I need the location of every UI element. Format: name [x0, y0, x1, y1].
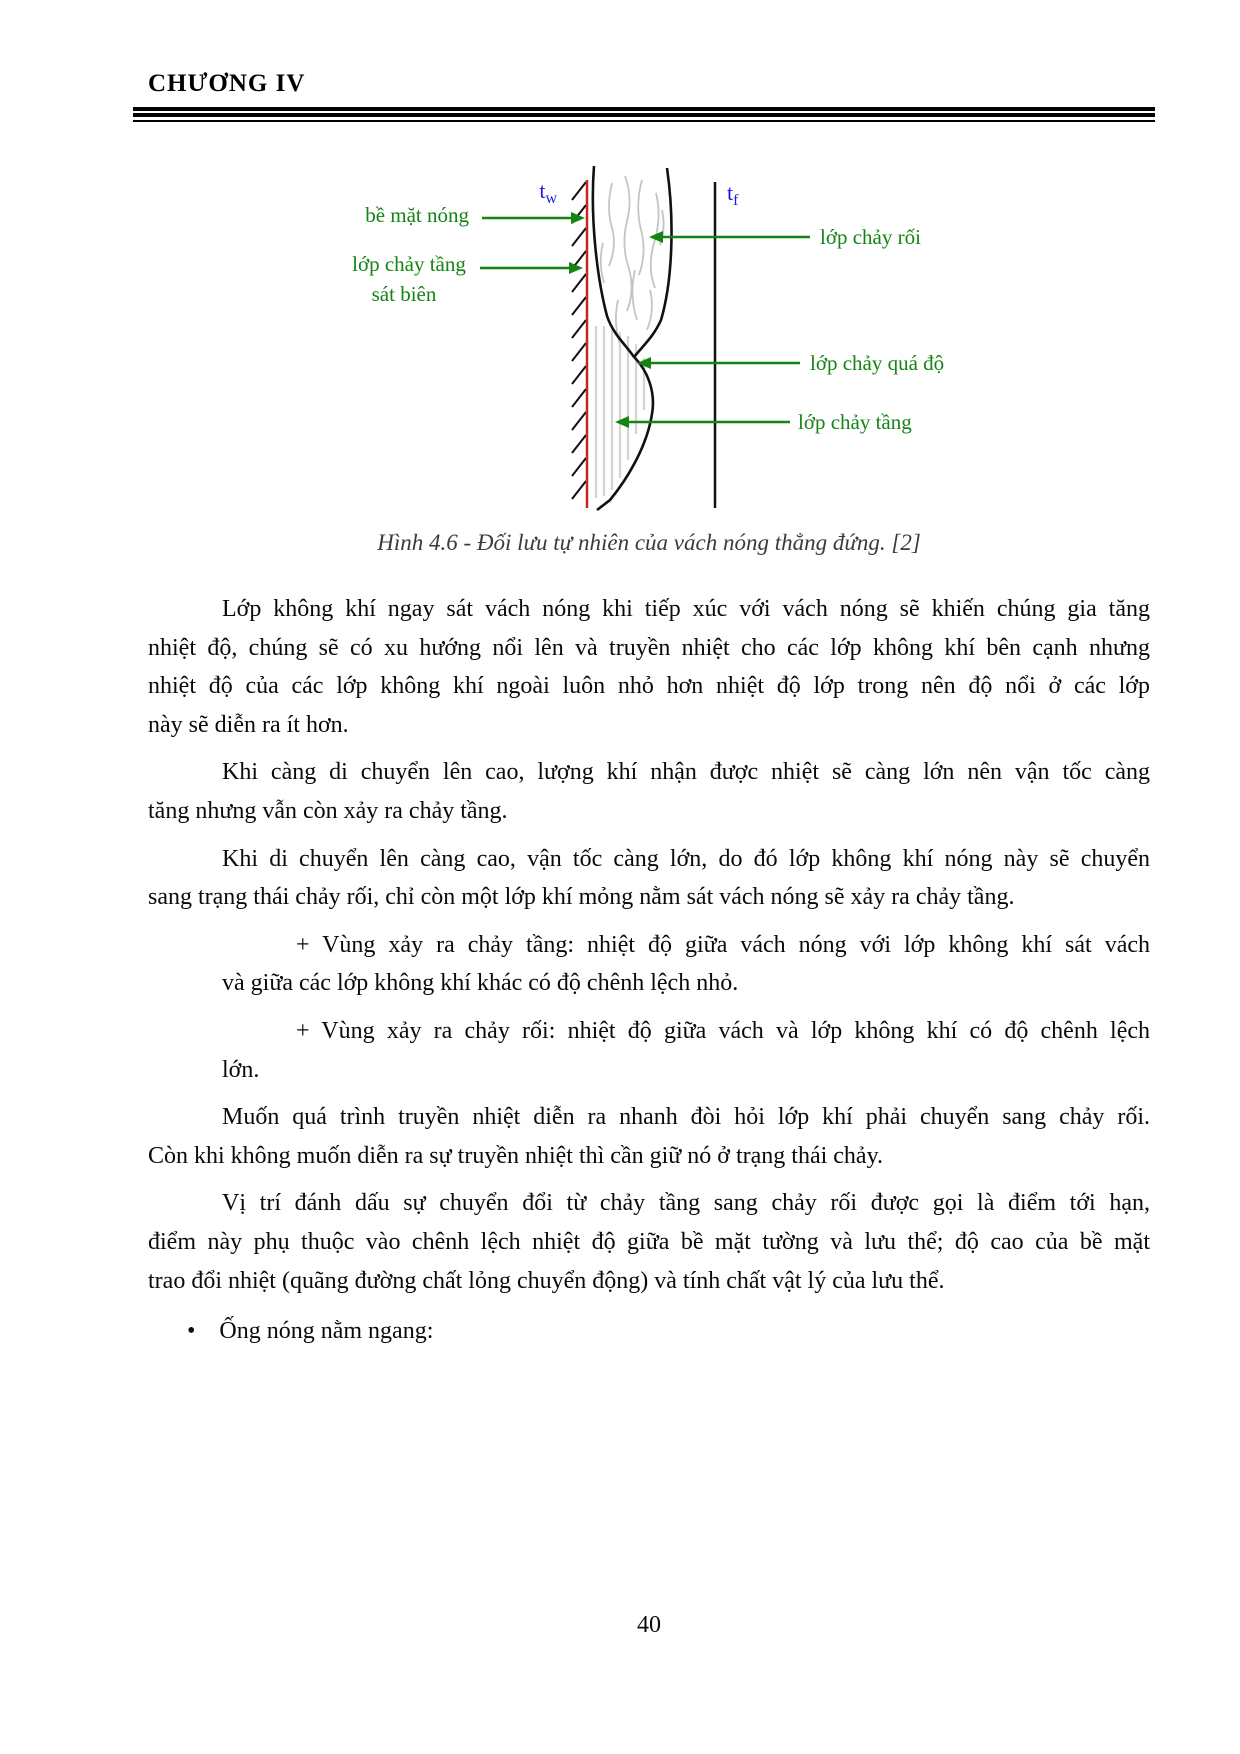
turbulent-layer-label: lớp chảy rối — [820, 225, 921, 249]
turbulence-squiggle — [647, 290, 652, 330]
header-rule-bottom — [133, 120, 1155, 122]
fluid-temp-label: $t_f$ — [727, 180, 739, 209]
body-text — [148, 590, 1150, 1351]
paragraph: Vị trí đánh dấu sự chuyển đổi từ chảy tầng sang chảy rối được gọi là điểm tới hạn, điểm này phụ thuộc vào chênh lệch nhiệt độ giữa bề mặt tường và lưu thể; độ cao của bề mặt trao đổi nhiệt (quãng đường chất lỏng chuyển động) và tính chất vật lý của lưu thể. — [148, 1190, 1150, 1294]
boundary-layer-left-curve — [593, 166, 634, 357]
laminar-layer-label: lớp chảy tầng — [798, 410, 912, 434]
turbulence-squiggle — [638, 180, 643, 275]
paragraph-plus-item: + Vùng xảy ra chảy tầng: nhiệt độ giữa vách nóng với lớp không khí sát vách và giữa các lớp không khí khác có độ chênh lệch nhỏ. — [222, 931, 1150, 997]
header-rule-top — [133, 107, 1155, 111]
paragraph: Lớp không khí ngay sát vách nóng khi tiếp xúc với vách nóng sẽ khiến chúng gia tăng nhiệt độ, chúng sẽ có xu hướng nổi lên và truyền nhiệt cho các lớp không khí bên cạnh nhưng nhiệt độ của các lớp không khí ngoài luôn nhỏ hơn nhiệt độ lớp trong nên độ nổi ở các lớp này sẽ diễn ra ít hơn. — [148, 596, 1150, 738]
paragraph-plus-item: + Vùng xảy ra chảy rối: nhiệt độ giữa vách và lớp không khí có độ chênh lệch lớn. — [222, 1017, 1150, 1083]
turbulence-squiggle — [632, 270, 637, 320]
wall-temp-label: $t_w$ — [539, 178, 557, 207]
paragraph: Khi càng di chuyển lên cao, lượng khí nhận được nhiệt sẽ càng lớn nên vận tốc càng tăng nhưng vẫn còn xảy ra chảy tầng. — [148, 759, 1150, 824]
laminar-layer-arrowhead — [615, 416, 629, 428]
bullet-list-item — [187, 1312, 1150, 1351]
wall-hatching — [572, 182, 586, 499]
figure-caption: Hình 4.6 - Đối lưu tự nhiên của vách nóng thẳng đứng. [2] — [377, 530, 921, 555]
chapter-heading: CHƯƠNG IV — [148, 70, 306, 97]
paragraph: Khi di chuyển lên càng cao, vận tốc càng lớn, do đó lớp không khí nóng này sẽ chuyển sang trạng thái chảy rối, chỉ còn một lớp khí mỏng nằm sát vách nóng sẽ xảy ra chảy tầng. — [148, 845, 1150, 911]
paragraph: Muốn quá trình truyền nhiệt diễn ra nhanh đòi hỏi lớp khí phải chuyển sang chảy rối. Còn khi không muốn diễn ra sự truyền nhiệt thì cần giữ nó ở trạng thái chảy. — [148, 1104, 1150, 1169]
wall-laminar-label-line2: sát biên — [371, 282, 437, 306]
turbulence-squiggle — [601, 243, 604, 283]
convection-diagram — [320, 148, 980, 523]
page-number: 40 — [637, 1612, 661, 1638]
header-rule-middle — [133, 113, 1155, 117]
transition-layer-label: lớp chảy quá độ — [810, 351, 945, 375]
bullet-marker: • — [187, 1318, 196, 1345]
wall-laminar-label-line1: lớp chảy tầng — [352, 252, 466, 276]
turbulence-squiggle — [624, 176, 631, 311]
turbulence-squiggle — [609, 183, 614, 266]
hot-surface-label: bề mặt nóng — [365, 203, 469, 227]
bullet-text: Ống nóng nằm ngang: — [219, 1318, 434, 1345]
